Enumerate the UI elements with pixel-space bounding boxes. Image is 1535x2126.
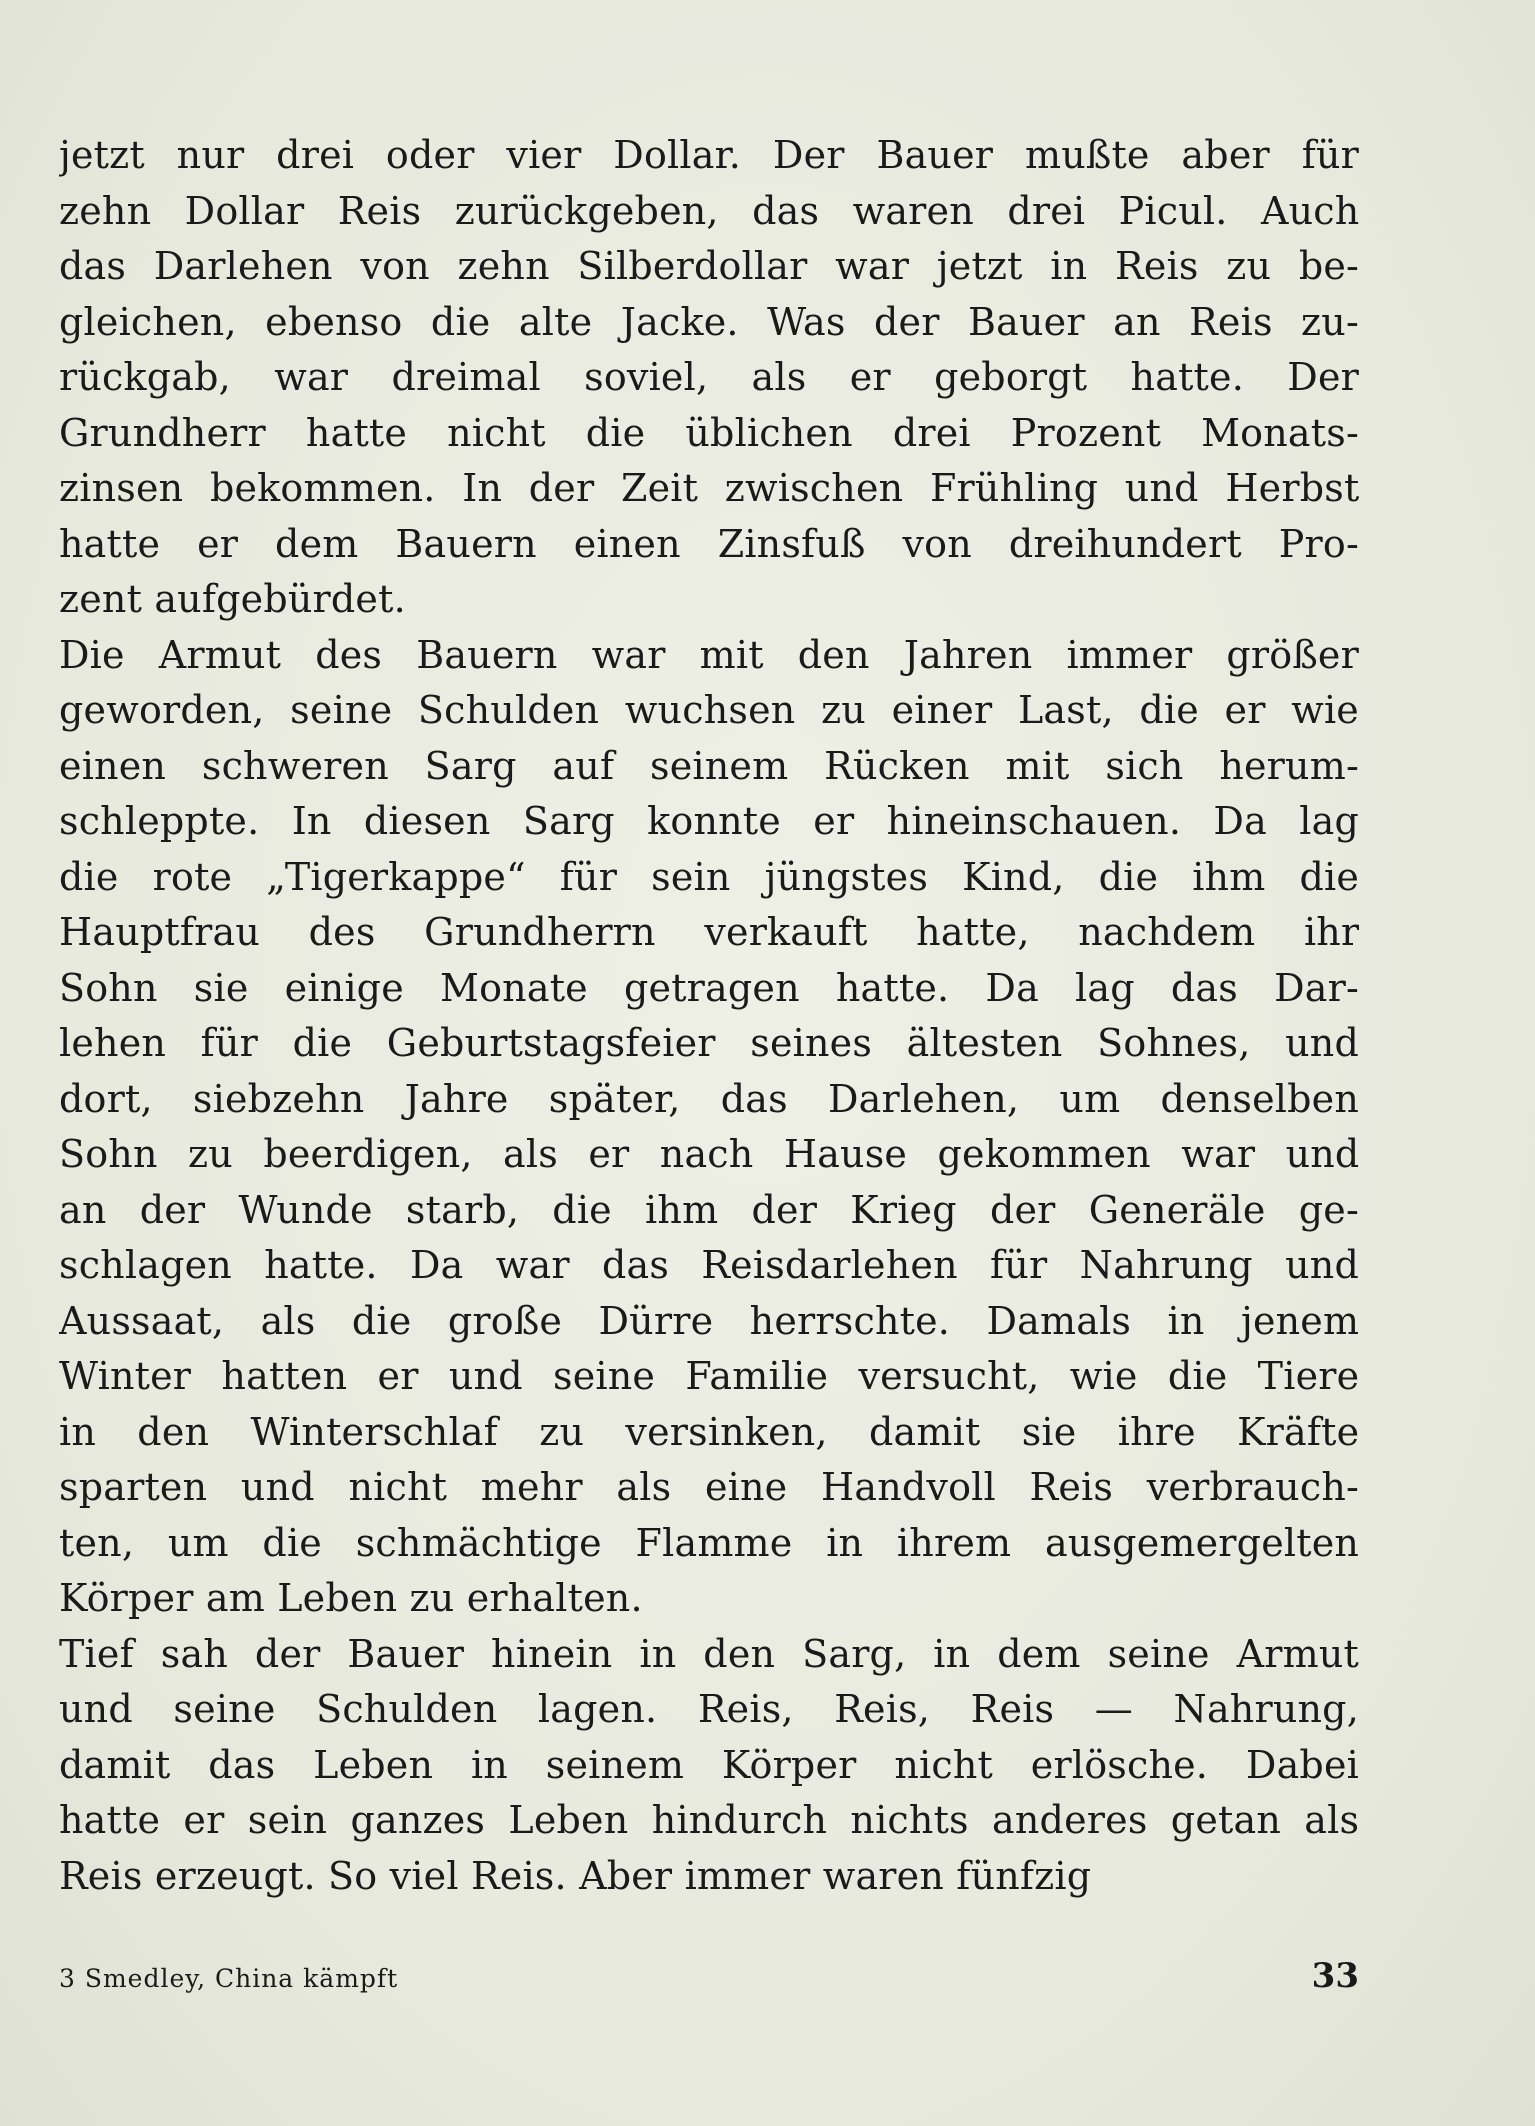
- text-line: in den Winterschlaf zu versinken, damit sie ihre Kräfte: [59, 1409, 1359, 1454]
- text-line: schlagen hatte. Da war das Reisdarlehen für Nahrung und: [59, 1243, 1359, 1287]
- text-line: gleichen, ebenso die alte Jacke. Was der Bauer an Reis zu-: [59, 299, 1359, 344]
- text-line: zinsen bekommen. In der Zeit zwischen Frühling und Herbst: [59, 466, 1359, 510]
- paragraph: [59, 628, 1359, 1627]
- text-line: die rote „Tigerkappe“ für sein jüngstes Kind, die ihm die: [59, 854, 1359, 899]
- text-line: Sohn sie einige Monate getragen hatte. Da lag das Dar-: [59, 965, 1359, 1010]
- text-line: Winter hatten er und seine Familie versucht, wie die Tiere: [59, 1354, 1359, 1398]
- text-line: rückgab, war dreimal soviel, als er geborgt hatte. Der: [59, 355, 1359, 399]
- text-line: Grundherr hatte nicht die üblichen drei Prozent Monats-: [59, 410, 1359, 455]
- text-line: damit das Leben in seinem Körper nicht erlösche. Dabei: [59, 1742, 1359, 1787]
- text-line: geworden, seine Schulden wuchsen zu einer Last, die er wie: [59, 688, 1359, 732]
- text-line: lehen für die Geburtstagsfeier seines ältesten Sohnes, und: [59, 1021, 1359, 1065]
- text-line: jetzt nur drei oder vier Dollar. Der Bauer mußte aber für: [59, 133, 1359, 177]
- text-line: Aussaat, als die große Dürre herrschte. Damals in jenem: [59, 1298, 1359, 1343]
- text-line: dort, siebzehn Jahre später, das Darlehen, um denselben: [59, 1076, 1359, 1121]
- page-number: 33: [1311, 1956, 1359, 1996]
- text-line: Hauptfrau des Grundherrn verkauft hatte, nachdem ihr: [59, 910, 1359, 954]
- paragraph: [59, 128, 1359, 628]
- paragraph: [59, 1627, 1359, 1905]
- text-line: Körper am Leben zu erhalten.: [59, 1576, 643, 1620]
- text-line: zent aufgebürdet.: [59, 577, 406, 621]
- text-line: einen schweren Sarg auf seinem Rücken mit sich herum-: [59, 743, 1359, 788]
- page-footer: [59, 1956, 1359, 1996]
- signature-mark: 3 Smedley, China kämpft: [59, 1964, 399, 1993]
- text-line: Reis erzeugt. So viel Reis. Aber immer waren fünfzig: [59, 1853, 1092, 1898]
- text-line: Die Armut des Bauern war mit den Jahren immer größer: [59, 632, 1359, 677]
- text-line: Tief sah der Bauer hinein in den Sarg, in dem seine Armut: [59, 1631, 1359, 1676]
- text-line: hatte er dem Bauern einen Zinsfuß von dreihundert Pro-: [59, 521, 1359, 566]
- text-line: schleppte. In diesen Sarg konnte er hineinschauen. Da lag: [59, 799, 1359, 843]
- text-line: sparten und nicht mehr als eine Handvoll Reis verbrauch-: [59, 1465, 1359, 1509]
- text-line: zehn Dollar Reis zurückgeben, das waren drei Picul. Auch: [59, 188, 1359, 233]
- text-line: hatte er sein ganzes Leben hindurch nichts anderes getan als: [59, 1798, 1359, 1842]
- text-line: Sohn zu beerdigen, als er nach Hause gekommen war und: [59, 1132, 1359, 1176]
- text-line: ten, um die schmächtige Flamme in ihrem ausgemergelten: [59, 1520, 1359, 1565]
- body-text: [59, 128, 1359, 1904]
- text-line: das Darlehen von zehn Silberdollar war jetzt in Reis zu be-: [59, 244, 1359, 288]
- text-line: und seine Schulden lagen. Reis, Reis, Reis — Nahrung,: [59, 1687, 1359, 1731]
- text-line: an der Wunde starb, die ihm der Krieg der Generäle ge-: [59, 1187, 1359, 1232]
